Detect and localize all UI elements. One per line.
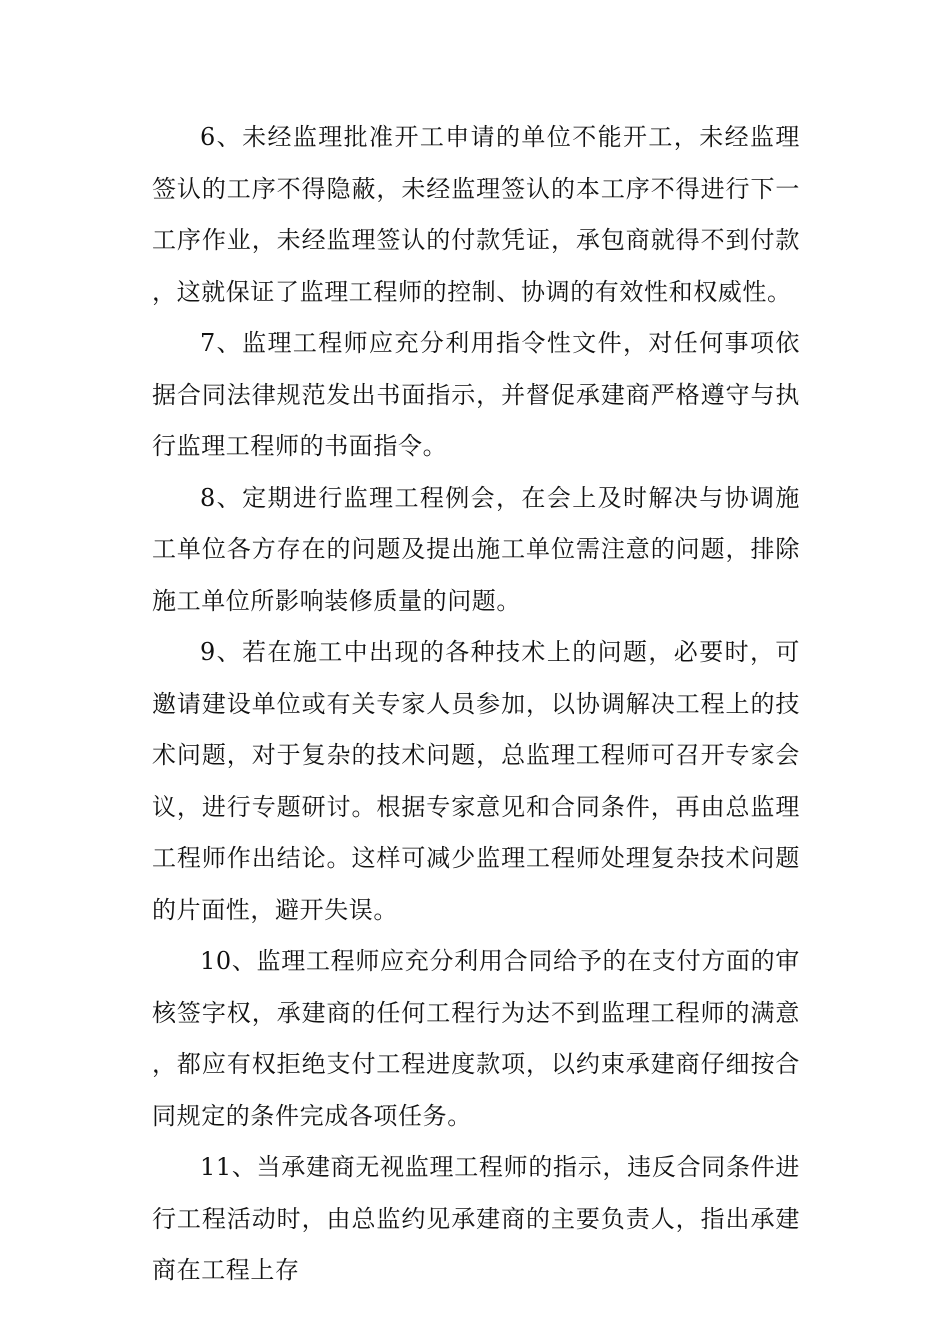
paragraph-item-11: 11、当承建商无视监理工程师的指示，违反合同条件进行工程活动时，由总监约见承建商的主要负责人，指出承建商在工程上存: [152, 1153, 800, 1284]
document-body: [152, 112, 800, 1297]
paragraph-item-7: 7、监理工程师应充分利用指令性文件，对任何事项依据合同法律规范发出书面指示，并督促承建商严格遵守与执行监理工程师的书面指令。: [152, 329, 800, 460]
paragraph-item-10: 10、监理工程师应充分利用合同给予的在支付方面的审核签字权，承建商的任何工程行为达不到监理工程师的满意，都应有权拒绝支付工程进度款项，以约束承建商仔细按合同规定的条件完成各项任务。: [152, 947, 800, 1130]
paragraph-item-9: 9、若在施工中出现的各种技术上的问题，必要时，可邀请建设单位或有关专家人员参加，以协调解决工程上的技术问题，对于复杂的技术问题，总监理工程师可召开专家会议，进行专题研讨。根据专家意见和合同条件，再由总监理工程师作出结论。这样可减少监理工程师处理复杂技术问题的片面性，避开失误。: [152, 638, 800, 924]
paragraph-item-6: 6、未经监理批准开工申请的单位不能开工，未经监理签认的工序不得隐蔽，未经监理签认的本工序不得进行下一工序作业，未经监理签认的付款凭证，承包商就得不到付款，这就保证了监理工程师的控制、协调的有效性和权威性。: [152, 123, 800, 306]
paragraph-item-8: 8、定期进行监理工程例会，在会上及时解决与协调施工单位各方存在的问题及提出施工单位需注意的问题，排除施工单位所影响装修质量的问题。: [152, 483, 800, 615]
